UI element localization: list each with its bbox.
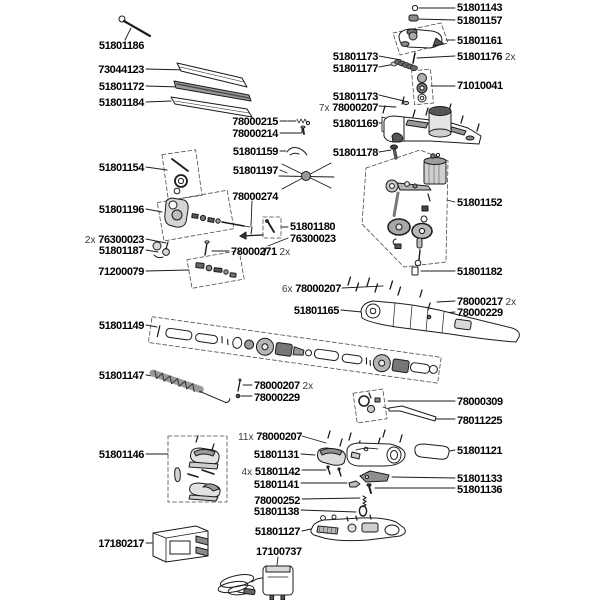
part-ring-51801138 (359, 506, 366, 516)
part-number: 51801138 (253, 506, 299, 518)
part-rod-78011225 (383, 406, 436, 421)
part-number: 78000207 (254, 380, 300, 392)
part-number: 51801197 (232, 165, 278, 177)
part-cap-51801131 (318, 448, 346, 465)
part-label-51801161 (457, 35, 502, 47)
part-number: 51801127 (254, 526, 300, 538)
part-number: 17100737 (256, 546, 302, 558)
part-number: 51801161 (457, 35, 503, 47)
part-screws-51801142 (327, 466, 341, 476)
part-label-51801127 (255, 526, 300, 538)
part-spring-51801147 (152, 370, 231, 403)
part-label-78000207-11x (238, 431, 302, 444)
part-label-17100737 (256, 546, 302, 558)
part-label-51801165 (294, 305, 339, 317)
part-number: 51801169 (332, 118, 378, 130)
part-label-78000207-7x (319, 102, 378, 115)
part-label-51801146 (99, 449, 144, 461)
qty-badge: 2x (276, 247, 291, 258)
part-label-51801197 (233, 165, 278, 177)
part-label-78000207-6x (282, 283, 341, 296)
qty-badge: 2x (502, 52, 516, 63)
part-label-51801149 (99, 320, 144, 332)
part-number: 51801182 (457, 266, 503, 278)
part-number: 51801152 (457, 197, 503, 209)
part-label-51801169 (333, 118, 378, 130)
part-battery-17180217 (153, 526, 208, 562)
part-number: 51801172 (98, 81, 144, 93)
part-label-51801157 (457, 15, 502, 27)
qty-badge: 7x (318, 103, 333, 114)
part-label-78011225 (457, 415, 502, 427)
part-number: 51801196 (98, 204, 144, 216)
part-label-51801184 (99, 97, 144, 109)
part-label-51801196 (99, 204, 144, 216)
part-number: 51801176 (457, 51, 503, 63)
part-bracket-76300023 (153, 242, 169, 258)
part-number: 51801173 (332, 91, 378, 103)
part-washer-51801173 (403, 101, 408, 104)
part-number: 78000229 (254, 392, 300, 404)
part-number: 78000214 (232, 128, 278, 140)
part-number: 78000217 (457, 296, 503, 308)
part-screws-78000207-2x (238, 379, 241, 391)
part-pin-51801186 (119, 16, 150, 36)
part-label-51801136 (457, 484, 502, 496)
part-number: 71200079 (98, 266, 144, 278)
part-number: 78011225 (457, 415, 503, 427)
part-housing-51801169 (384, 107, 481, 145)
part-number: 51801165 (293, 305, 339, 317)
part-label-51801178 (333, 147, 378, 159)
part-78000309-contents (359, 393, 380, 413)
part-number: 51801133 (457, 473, 503, 485)
part-number: 78000207 (332, 102, 378, 114)
part-number: 76300023 (98, 234, 144, 246)
part-label-76300023-b (290, 233, 336, 245)
part-number: 51801141 (253, 479, 299, 491)
part-label-78000274 (232, 191, 278, 203)
part-star-51801197 (279, 163, 334, 189)
part-number: 51801143 (457, 2, 503, 14)
part-label-51801173 (333, 51, 378, 63)
part-screw-78000215 (288, 119, 310, 125)
part-number: 51801159 (232, 146, 278, 158)
qty-badge: 2x (84, 235, 99, 246)
part-screw-51801180 (266, 220, 274, 232)
part-label-71200079 (98, 266, 144, 278)
part-label-78000271 (231, 246, 290, 259)
part-label-51801182 (457, 266, 502, 278)
part-label-51801138 (254, 506, 299, 518)
part-number: 78000229 (457, 307, 503, 319)
part-label-51801143 (457, 2, 502, 14)
part-cover-51801161 (399, 29, 444, 48)
qty-badge: 11x (238, 432, 257, 443)
part-number: 51801142 (254, 466, 300, 478)
part-label-78000229-b (254, 392, 300, 404)
part-label-78000215 (232, 116, 278, 128)
part-number: 78000215 (232, 116, 278, 128)
part-charger-17100737 (217, 566, 293, 600)
part-number: 51801136 (457, 484, 503, 496)
part-number: 51801147 (98, 370, 144, 382)
part-handles-51801146 (175, 436, 220, 501)
qty-badge: 4x (241, 467, 255, 478)
part-number: 51801178 (332, 147, 378, 159)
part-number: 51801187 (98, 245, 144, 257)
part-number: 51801146 (98, 449, 144, 461)
part-number: 78000252 (254, 495, 300, 507)
part-gearbox-51801152 (386, 153, 446, 265)
part-label-51801186 (99, 40, 144, 52)
part-number: 51801149 (98, 320, 144, 332)
part-pump-71010041 (417, 74, 427, 103)
part-screw-51801136 (367, 484, 371, 493)
part-blade-51801133 (360, 471, 389, 482)
qty-badge: 2x (299, 381, 314, 392)
part-label-71010041 (457, 80, 503, 92)
part-number: 51801173 (332, 51, 378, 63)
part-label-78000214 (232, 128, 278, 140)
part-number: 76300023 (290, 233, 336, 245)
part-71200079-contents (196, 263, 236, 278)
part-pin-51801176 (413, 53, 415, 63)
part-label-51801152 (457, 197, 502, 209)
part-number: 51801186 (98, 40, 144, 52)
part-51801157 (409, 15, 418, 21)
part-clip-51801159 (287, 148, 307, 156)
part-label-51801147 (99, 370, 144, 382)
part-clip-51801141 (349, 481, 360, 487)
part-number: 78000207 (295, 283, 341, 295)
part-number: 78000274 (232, 191, 278, 203)
part-label-78000309 (457, 396, 503, 408)
qty-badge: 2x (502, 297, 517, 308)
part-label-51801172 (99, 81, 144, 93)
part-number: 51801184 (98, 97, 144, 109)
part-label-78000229 (457, 307, 503, 319)
part-number: 78000309 (457, 396, 503, 408)
part-51801143 (412, 5, 417, 10)
part-lower-housing (311, 515, 405, 541)
part-label-73044123 (98, 64, 144, 76)
part-label-51801177 (333, 63, 378, 75)
part-78000229 (427, 315, 431, 319)
part-label-51801154 (99, 162, 144, 174)
part-label-51801131 (254, 449, 299, 461)
part-number: 51801121 (457, 445, 503, 457)
part-number: 17180217 (98, 538, 144, 550)
part-label-17180217 (98, 538, 144, 550)
part-driveline-51801149 (157, 323, 439, 379)
part-label-51801142 (242, 466, 300, 479)
part-number: 51801154 (98, 162, 144, 174)
qty-badge: 6x (281, 284, 296, 295)
part-number: 78000207 (256, 431, 302, 443)
part-number: 73044123 (98, 64, 144, 76)
part-number: 51801177 (332, 63, 378, 75)
part-number: 78000271 (231, 246, 277, 258)
part-upper-housing (347, 443, 405, 466)
part-label-51801141 (254, 479, 299, 491)
part-bolt-51801178 (391, 145, 398, 158)
part-number: 71010041 (457, 80, 503, 92)
part-rod-78000274 (240, 227, 263, 239)
part-screw-78000271 (205, 241, 209, 255)
part-label-51801159 (233, 146, 278, 158)
part-spring-78000252 (363, 496, 366, 507)
part-blades (171, 63, 252, 117)
part-78000229-b (236, 394, 240, 398)
part-number: 51801157 (457, 15, 503, 27)
part-label-51801121 (457, 445, 502, 457)
part-51801154-contents (172, 159, 188, 194)
part-51801182 (412, 267, 418, 275)
part-label-51801176 (457, 51, 515, 64)
part-number: 51801131 (253, 449, 299, 461)
part-number: 51801180 (290, 221, 336, 233)
part-label-51801187 (99, 245, 144, 257)
part-label-51801180 (290, 221, 335, 233)
part-sheath-51801121 (415, 444, 449, 459)
